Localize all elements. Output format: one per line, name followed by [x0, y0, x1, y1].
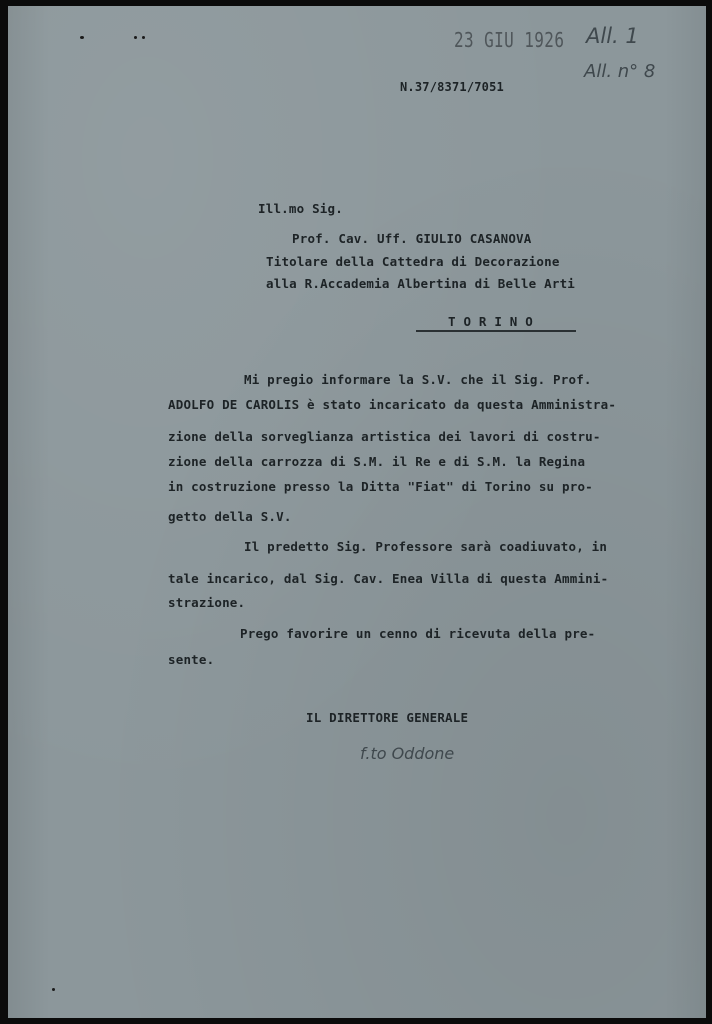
body-line: getto della S.V.: [168, 509, 292, 524]
recipient-name: Prof. Cav. Uff. GIULIO CASANOVA: [292, 231, 532, 246]
body-line: in costruzione presso la Ditta "Fiat" di Torino su pro-: [168, 479, 593, 494]
protocol-number: N.37/8371/7051: [400, 80, 504, 94]
paper-mark: [142, 36, 145, 39]
body-line: zione della carrozza di S.M. il Re e di S.M. la Regina: [168, 454, 586, 469]
paper-mark: [134, 36, 137, 39]
signatory-title: IL DIRETTORE GENERALE: [306, 710, 469, 725]
body-line: Il predetto Sig. Professore sarà coadiuvato, in: [244, 539, 608, 554]
salutation: Ill.mo Sig.: [258, 201, 343, 216]
date-stamp: 23 GIU 1926: [454, 28, 565, 52]
body-line: ADOLFO DE CAROLIS è stato incaricato da questa Amministra-: [168, 397, 617, 412]
city-underline: [416, 330, 576, 332]
body-line: Mi pregio informare la S.V. che il Sig. Prof.: [244, 372, 592, 387]
annotation-allegato-number: All. n° 8: [584, 61, 656, 82]
signature: f.to Oddone: [360, 744, 455, 763]
recipient-institution: alla R.Accademia Albertina di Belle Arti: [266, 276, 576, 291]
body-line: sente.: [168, 652, 215, 667]
recipient-city: T O R I N O: [448, 314, 533, 329]
body-line: zione della sorveglianza artistica dei lavori di costru-: [168, 429, 601, 444]
body-line: tale incarico, dal Sig. Cav. Enea Villa di questa Ammini-: [168, 571, 609, 586]
recipient-title: Titolare della Cattedra di Decorazione: [266, 254, 560, 269]
body-line: strazione.: [168, 595, 246, 610]
letter-page: [8, 6, 706, 1018]
paper-mark: [80, 36, 84, 39]
body-line: Prego favorire un cenno di ricevuta della pre-: [240, 626, 596, 641]
paper-mark: [52, 988, 55, 991]
annotation-allegato: All. 1: [586, 24, 639, 48]
